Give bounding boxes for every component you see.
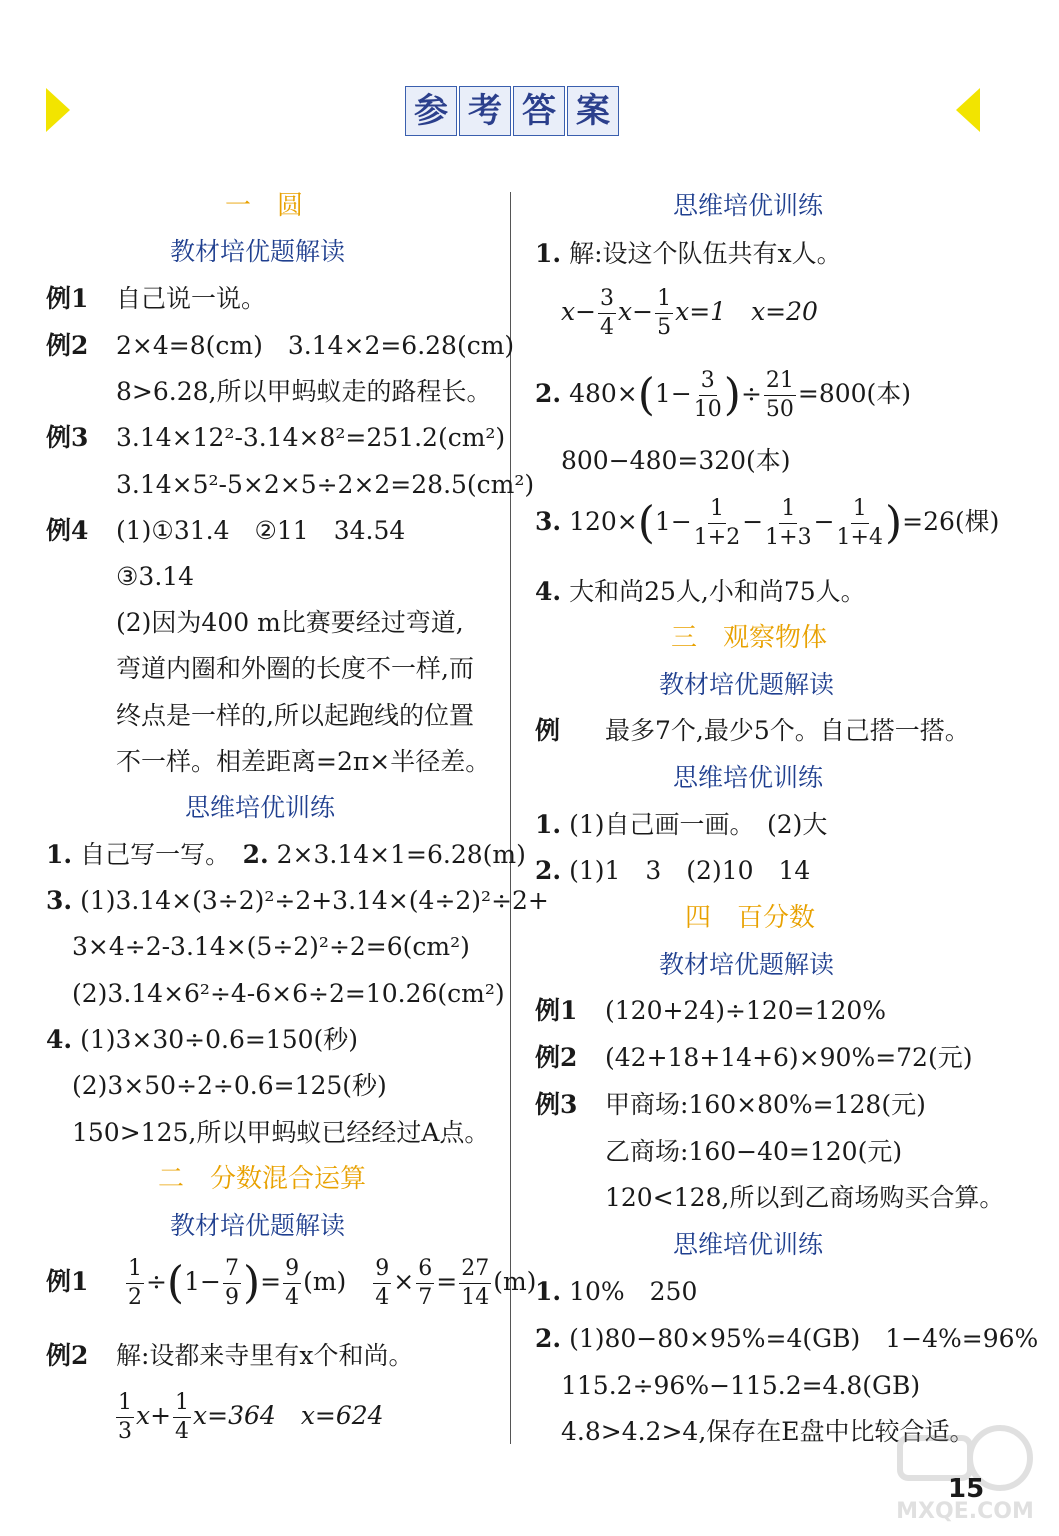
numerator: 9: [283, 1258, 301, 1284]
exercise-number: 1.: [535, 239, 562, 268]
example-label: 例3: [46, 423, 89, 452]
chapter-title: 四 百分数: [685, 903, 816, 933]
exercise-text: 自己写一写。: [80, 840, 218, 869]
example-text: 乙商场:160−40=120(元): [605, 1137, 903, 1166]
denominator: 4: [285, 1285, 300, 1310]
denominator: 5: [657, 315, 672, 340]
exercise-row: [535, 236, 842, 272]
fraction: [764, 370, 796, 421]
operator: ÷: [145, 1267, 167, 1296]
numerator: 27: [459, 1258, 491, 1284]
exercise-row: [46, 837, 526, 873]
example-row: [46, 1258, 536, 1309]
denominator: 4: [600, 315, 615, 340]
numerator: 3: [699, 370, 717, 396]
result: =26(棵): [902, 507, 1000, 536]
exercise-number: 3.: [46, 886, 73, 915]
section-heading: 思维培优训练: [185, 793, 336, 822]
denominator: 1+3: [765, 525, 812, 550]
equation-row: [114, 1392, 384, 1443]
exercise-row: [535, 370, 911, 421]
example-text: 最多7个,最少5个。自己搭一搭。: [605, 716, 970, 745]
exercise-number: 1.: [535, 1277, 562, 1306]
exercise-text: 115.2÷96%−115.2=4.8(GB): [561, 1371, 921, 1400]
right-paren: ): [723, 369, 741, 421]
example-text: 2×4=8(cm) 3.14×2=6.28(cm): [116, 331, 515, 360]
numerator: 1: [655, 288, 673, 314]
numerator: 1: [851, 498, 869, 524]
example-row: [46, 420, 505, 456]
left-paren: (: [637, 497, 655, 549]
example-text: ③3.14: [116, 562, 195, 591]
right-triangle-decoration: [956, 88, 980, 132]
exercise-number: 3.: [535, 507, 562, 536]
denominator: 3: [118, 1419, 132, 1444]
exercise-text: (1)3×30÷0.6=150(秒): [80, 1025, 359, 1054]
denominator: 4: [375, 1285, 390, 1310]
example-label: 例2: [535, 1043, 578, 1072]
exercise-row: [535, 498, 999, 549]
exercise-text: 800−480=320(本): [561, 446, 791, 475]
fraction: [694, 370, 722, 421]
example-text: 弯道内圈和外圈的长度不一样,而: [116, 654, 474, 683]
exercise-text: (2)3.14×6²÷4-6×6÷2=10.26(cm²): [72, 979, 505, 1008]
example-text: (2)因为400 m比赛要经过弯道,: [116, 608, 464, 637]
numerator: 6: [416, 1258, 434, 1284]
example-text: (1)①31.4 ②11 34.54: [116, 516, 406, 545]
title-char: 答: [513, 86, 565, 136]
unit: (m): [303, 1267, 347, 1296]
exercise-text: 大和尚25人,小和尚75人。: [569, 577, 866, 606]
numerator: 9: [373, 1258, 391, 1284]
exercise-text: (1)1 3 (2)10 14: [569, 856, 811, 885]
exercise-row: [46, 883, 549, 919]
operator: −: [670, 379, 692, 408]
equation-term: x=1: [675, 297, 727, 326]
fraction: [655, 288, 673, 339]
operand: 1: [654, 507, 671, 536]
equation-term: x=364: [193, 1401, 276, 1430]
left-triangle-decoration: [46, 88, 70, 132]
title-char: 案: [567, 86, 619, 136]
operator: −: [813, 507, 835, 536]
exercise-row: [535, 574, 866, 610]
equation-row: [561, 288, 818, 339]
exercise-number: 4.: [535, 577, 562, 606]
exercise-row: [535, 1321, 1038, 1357]
fraction: [765, 498, 811, 549]
chapter-title: 一 圆: [225, 191, 304, 221]
numerator: 3: [598, 288, 616, 314]
example-label: 例2: [46, 331, 89, 360]
example-row: [46, 281, 266, 317]
example-row: [535, 1040, 972, 1076]
exercise-text: 解:设这个队伍共有x人。: [569, 239, 842, 268]
example-text: 不一样。相差距离=2π×半径差。: [116, 747, 491, 776]
section-heading: 思维培优训练: [673, 191, 824, 220]
example-text: 120<128,所以到乙商场购买合算。: [605, 1183, 1005, 1212]
operator: ÷: [740, 379, 762, 408]
fraction: [837, 498, 883, 549]
left-paren: (: [166, 1257, 185, 1309]
denominator: 9: [224, 1285, 239, 1310]
equation-term: x+: [136, 1401, 172, 1430]
exercise-row: [46, 1022, 358, 1058]
example-label: 例1: [535, 996, 578, 1025]
exercise-number: 2.: [242, 840, 269, 869]
exercise-row: [535, 1274, 697, 1310]
fraction: [373, 1258, 391, 1309]
fraction: [223, 1258, 241, 1309]
numerator: 1: [708, 498, 726, 524]
denominator: 14: [461, 1285, 490, 1310]
chapter-title: 二 分数混合运算: [158, 1164, 367, 1194]
example-text: 自己说一说。: [116, 284, 267, 313]
example-text: 8>6.28,所以甲蚂蚁走的路程长。: [116, 377, 492, 406]
numerator: 1: [116, 1392, 134, 1418]
exercise-text: 2×3.14×1=6.28(m): [276, 840, 526, 869]
example-label: 例1: [46, 1267, 89, 1296]
denominator: 1+2: [693, 525, 741, 550]
section-heading: 教材培优题解读: [170, 237, 346, 266]
example-text: 甲商场:160×80%=128(元): [605, 1090, 926, 1119]
example-label: 例3: [535, 1090, 578, 1119]
example-label: 例2: [46, 1341, 89, 1370]
exercise-text: (2)3×50÷2÷0.6=125(秒): [72, 1071, 387, 1100]
exercise-text: 150>125,所以甲蚂蚁已经经过A点。: [72, 1118, 490, 1147]
example-row: [46, 513, 405, 549]
title-char: 考: [459, 86, 511, 136]
exercise-number: 1.: [535, 810, 562, 839]
operator: ×: [393, 1267, 415, 1296]
section-heading: 教材培优题解读: [659, 670, 835, 699]
operand: 1: [184, 1267, 200, 1296]
numerator: 1: [779, 498, 797, 524]
column-divider: [510, 192, 511, 1444]
example-text: 3.14×12²-3.14×8²=251.2(cm²): [116, 423, 506, 452]
fraction: [416, 1258, 434, 1309]
left-paren: (: [637, 369, 655, 421]
exercise-number: 2.: [535, 856, 562, 885]
exercise-number: 2.: [535, 1324, 562, 1353]
answer: x=624: [300, 1401, 384, 1430]
example-label: 例: [535, 716, 561, 745]
exercise-row: [535, 807, 827, 843]
denominator: 1+4: [836, 525, 883, 550]
section-heading: 思维培优训练: [673, 763, 824, 792]
example-row: [535, 993, 886, 1029]
example-row: [535, 1087, 926, 1123]
right-paren: ): [884, 497, 903, 549]
unit: (m): [493, 1267, 537, 1296]
operator: −: [199, 1267, 221, 1296]
fraction: [283, 1258, 301, 1309]
operator: =: [436, 1267, 458, 1296]
result: =800(本): [797, 379, 912, 408]
watermark-logo: [880, 1418, 1050, 1528]
fraction: [116, 1392, 134, 1443]
exercise-text: 10% 250: [569, 1277, 698, 1306]
page-title: [405, 86, 621, 136]
section-heading: 思维培优训练: [673, 1230, 824, 1259]
example-row: [46, 1338, 414, 1374]
numerator: 1: [173, 1392, 191, 1418]
example-text: 解:设都来寺里有x个和尚。: [116, 1341, 414, 1370]
example-text: (120+24)÷120=120%: [605, 996, 887, 1025]
answer: x=20: [751, 297, 818, 326]
exercise-text: (1)自己画一画。 (2)大: [569, 810, 828, 839]
operator: −: [742, 507, 764, 536]
example-row: [46, 328, 514, 364]
operator: −: [670, 507, 692, 536]
page-number: 15: [948, 1474, 985, 1504]
denominator: 50: [765, 397, 794, 422]
watermark-text: MXQE.COM: [896, 1499, 1034, 1524]
denominator: 4: [175, 1419, 190, 1444]
title-char: 参: [405, 86, 457, 136]
example-text: (42+18+14+6)×90%=72(元): [605, 1043, 973, 1072]
exercise-text: 4.8>4.2>4,保存在E盘中比较合适。: [561, 1417, 975, 1446]
exercise-text: (1)80−80×95%=4(GB) 1−4%=96%: [569, 1324, 1039, 1353]
denominator: 7: [418, 1285, 433, 1310]
exercise-number: 2.: [535, 379, 562, 408]
exercise-number: 1.: [46, 840, 73, 869]
fraction: [598, 288, 616, 339]
section-heading: 教材培优题解读: [659, 950, 835, 979]
denominator: 2: [127, 1285, 142, 1310]
example-text: 3.14×5²-5×2×5÷2×2=28.5(cm²): [116, 470, 535, 499]
example-row: [535, 713, 970, 749]
fraction: [173, 1392, 191, 1443]
chapter-title: 三 观察物体: [671, 623, 828, 653]
example-text: 终点是一样的,所以起跑线的位置: [116, 701, 474, 730]
fraction: [459, 1258, 491, 1309]
fraction: [694, 498, 740, 549]
section-heading: 教材培优题解读: [170, 1211, 346, 1240]
right-paren: ): [242, 1257, 261, 1309]
example-label: 例1: [46, 284, 89, 313]
operand: 480×: [569, 379, 638, 408]
denominator: 10: [693, 397, 722, 422]
exercise-text: 3×4÷2-3.14×(5÷2)²÷2=6(cm²): [72, 932, 470, 961]
operand: 1: [654, 379, 671, 408]
operator: =: [260, 1267, 282, 1296]
example-label: 例4: [46, 516, 89, 545]
numerator: 7: [223, 1258, 241, 1284]
numerator: 1: [126, 1258, 144, 1284]
equation-term: x−: [561, 297, 597, 326]
fraction: [126, 1258, 144, 1309]
exercise-text: (1)3.14×(3÷2)²÷2+3.14×(4÷2)²÷2+: [80, 886, 549, 915]
exercise-row: [535, 853, 810, 889]
operand: 120×: [569, 507, 638, 536]
numerator: 21: [764, 370, 796, 396]
exercise-number: 4.: [46, 1025, 73, 1054]
equation-term: x−: [618, 297, 654, 326]
